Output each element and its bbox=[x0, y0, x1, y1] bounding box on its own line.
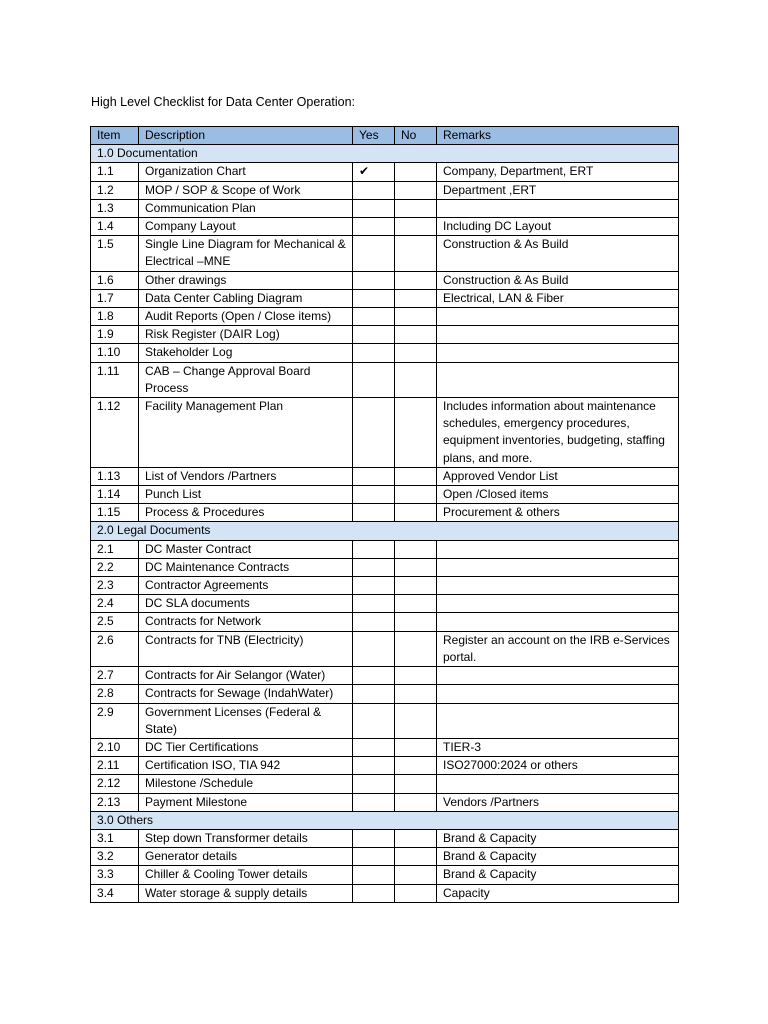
item-cell: 1.6 bbox=[91, 271, 139, 289]
table-row bbox=[91, 685, 679, 703]
item-cell: 1.7 bbox=[91, 289, 139, 307]
no-cell bbox=[395, 236, 437, 271]
item-cell: 2.5 bbox=[91, 613, 139, 631]
item-cell: 1.2 bbox=[91, 181, 139, 199]
yes-cell bbox=[353, 486, 395, 504]
description-cell: Contracts for TNB (Electricity) bbox=[139, 631, 353, 666]
description-cell: List of Vendors /Partners bbox=[139, 467, 353, 485]
no-cell bbox=[395, 398, 437, 468]
item-cell: 2.2 bbox=[91, 558, 139, 576]
table-row bbox=[91, 703, 679, 738]
yes-cell: ✔ bbox=[353, 163, 395, 181]
no-cell bbox=[395, 504, 437, 522]
item-cell: 3.1 bbox=[91, 829, 139, 847]
no-cell bbox=[395, 595, 437, 613]
remarks-cell bbox=[437, 667, 679, 685]
table-row bbox=[91, 595, 679, 613]
yes-cell bbox=[353, 631, 395, 666]
item-cell: 1.14 bbox=[91, 486, 139, 504]
section-row bbox=[91, 522, 679, 540]
table-row bbox=[91, 344, 679, 362]
remarks-cell bbox=[437, 685, 679, 703]
description-cell: Government Licenses (Federal & State) bbox=[139, 703, 353, 738]
table-row bbox=[91, 163, 679, 181]
table-row bbox=[91, 631, 679, 666]
description-cell: Process & Procedures bbox=[139, 504, 353, 522]
no-cell bbox=[395, 667, 437, 685]
item-cell: 1.12 bbox=[91, 398, 139, 468]
no-cell bbox=[395, 540, 437, 558]
document-title: High Level Checklist for Data Center Operation: bbox=[91, 95, 356, 109]
description-cell: MOP / SOP & Scope of Work bbox=[139, 181, 353, 199]
item-cell: 1.13 bbox=[91, 467, 139, 485]
item-cell: 3.4 bbox=[91, 884, 139, 902]
item-cell: 2.12 bbox=[91, 775, 139, 793]
yes-cell bbox=[353, 577, 395, 595]
no-cell bbox=[395, 613, 437, 631]
table-row bbox=[91, 362, 679, 397]
remarks-cell bbox=[437, 577, 679, 595]
description-cell: Chiller & Cooling Tower details bbox=[139, 866, 353, 884]
description-cell: Audit Reports (Open / Close items) bbox=[139, 308, 353, 326]
yes-cell bbox=[353, 181, 395, 199]
remarks-cell: Electrical, LAN & Fiber bbox=[437, 289, 679, 307]
no-cell bbox=[395, 775, 437, 793]
no-cell bbox=[395, 181, 437, 199]
yes-cell bbox=[353, 271, 395, 289]
description-cell: Facility Management Plan bbox=[139, 398, 353, 468]
remarks-cell bbox=[437, 362, 679, 397]
yes-cell bbox=[353, 829, 395, 847]
yes-cell bbox=[353, 613, 395, 631]
table-row bbox=[91, 467, 679, 485]
description-cell: Communication Plan bbox=[139, 199, 353, 217]
table-row bbox=[91, 577, 679, 595]
item-cell: 2.8 bbox=[91, 685, 139, 703]
table-row bbox=[91, 884, 679, 902]
item-cell: 3.2 bbox=[91, 848, 139, 866]
no-cell bbox=[395, 218, 437, 236]
description-cell: Generator details bbox=[139, 848, 353, 866]
table-row bbox=[91, 775, 679, 793]
no-cell bbox=[395, 631, 437, 666]
header-item: Item bbox=[91, 127, 139, 145]
item-cell: 1.9 bbox=[91, 326, 139, 344]
remarks-cell: Brand & Capacity bbox=[437, 866, 679, 884]
yes-cell bbox=[353, 884, 395, 902]
table-row bbox=[91, 199, 679, 217]
item-cell: 1.5 bbox=[91, 236, 139, 271]
description-cell: Step down Transformer details bbox=[139, 829, 353, 847]
no-cell bbox=[395, 289, 437, 307]
no-cell bbox=[395, 703, 437, 738]
table-row bbox=[91, 757, 679, 775]
remarks-cell: Open /Closed items bbox=[437, 486, 679, 504]
table-row bbox=[91, 829, 679, 847]
remarks-cell: TIER-3 bbox=[437, 738, 679, 756]
remarks-cell bbox=[437, 540, 679, 558]
description-cell: Contracts for Air Selangor (Water) bbox=[139, 667, 353, 685]
table-row bbox=[91, 486, 679, 504]
yes-cell bbox=[353, 738, 395, 756]
remarks-cell bbox=[437, 558, 679, 576]
header-yes: Yes bbox=[353, 127, 395, 145]
table-row bbox=[91, 398, 679, 468]
yes-cell bbox=[353, 308, 395, 326]
section-row bbox=[91, 145, 679, 163]
item-cell: 2.11 bbox=[91, 757, 139, 775]
description-cell: DC Master Contract bbox=[139, 540, 353, 558]
remarks-cell bbox=[437, 613, 679, 631]
description-cell: Punch List bbox=[139, 486, 353, 504]
remarks-cell: Procurement & others bbox=[437, 504, 679, 522]
yes-cell bbox=[353, 558, 395, 576]
yes-cell bbox=[353, 199, 395, 217]
item-cell: 2.3 bbox=[91, 577, 139, 595]
no-cell bbox=[395, 829, 437, 847]
no-cell bbox=[395, 848, 437, 866]
description-cell: Contracts for Network bbox=[139, 613, 353, 631]
yes-cell bbox=[353, 344, 395, 362]
table-row bbox=[91, 866, 679, 884]
yes-cell bbox=[353, 326, 395, 344]
description-cell: Contracts for Sewage (IndahWater) bbox=[139, 685, 353, 703]
yes-cell bbox=[353, 595, 395, 613]
checklist-table bbox=[90, 126, 679, 903]
description-cell: Stakeholder Log bbox=[139, 344, 353, 362]
no-cell bbox=[395, 199, 437, 217]
table-row bbox=[91, 738, 679, 756]
remarks-cell: Capacity bbox=[437, 884, 679, 902]
description-cell: Milestone /Schedule bbox=[139, 775, 353, 793]
table-header-row bbox=[91, 127, 679, 145]
table-row bbox=[91, 289, 679, 307]
table-row bbox=[91, 848, 679, 866]
remarks-cell bbox=[437, 326, 679, 344]
header-description: Description bbox=[139, 127, 353, 145]
yes-cell bbox=[353, 848, 395, 866]
item-cell: 1.11 bbox=[91, 362, 139, 397]
no-cell bbox=[395, 486, 437, 504]
yes-cell bbox=[353, 793, 395, 811]
item-cell: 1.15 bbox=[91, 504, 139, 522]
description-cell: CAB – Change Approval Board Process bbox=[139, 362, 353, 397]
header-remarks: Remarks bbox=[437, 127, 679, 145]
yes-cell bbox=[353, 667, 395, 685]
remarks-cell: ISO27000:2024 or others bbox=[437, 757, 679, 775]
description-cell: DC Tier Certifications bbox=[139, 738, 353, 756]
description-cell: Organization Chart bbox=[139, 163, 353, 181]
table-row bbox=[91, 613, 679, 631]
remarks-cell: Approved Vendor List bbox=[437, 467, 679, 485]
no-cell bbox=[395, 163, 437, 181]
remarks-cell: Including DC Layout bbox=[437, 218, 679, 236]
description-cell: Company Layout bbox=[139, 218, 353, 236]
table-row bbox=[91, 271, 679, 289]
remarks-cell: Register an account on the IRB e-Services portal. bbox=[437, 631, 679, 666]
item-cell: 1.4 bbox=[91, 218, 139, 236]
yes-cell bbox=[353, 218, 395, 236]
remarks-cell bbox=[437, 308, 679, 326]
yes-cell bbox=[353, 467, 395, 485]
yes-cell bbox=[353, 236, 395, 271]
yes-cell bbox=[353, 866, 395, 884]
no-cell bbox=[395, 326, 437, 344]
item-cell: 1.8 bbox=[91, 308, 139, 326]
no-cell bbox=[395, 271, 437, 289]
description-cell: Contractor Agreements bbox=[139, 577, 353, 595]
remarks-cell: Includes information about maintenance schedules, emergency procedures, equipment inventories, budgeting, staffing plans, and more. bbox=[437, 398, 679, 468]
remarks-cell: Company, Department, ERT bbox=[437, 163, 679, 181]
description-cell: Certification ISO, TIA 942 bbox=[139, 757, 353, 775]
item-cell: 3.3 bbox=[91, 866, 139, 884]
no-cell bbox=[395, 757, 437, 775]
no-cell bbox=[395, 467, 437, 485]
no-cell bbox=[395, 884, 437, 902]
no-cell bbox=[395, 738, 437, 756]
description-cell: Risk Register (DAIR Log) bbox=[139, 326, 353, 344]
yes-cell bbox=[353, 362, 395, 397]
no-cell bbox=[395, 344, 437, 362]
table-row bbox=[91, 667, 679, 685]
table-row bbox=[91, 558, 679, 576]
checklist-body bbox=[91, 145, 679, 903]
table-row bbox=[91, 326, 679, 344]
item-cell: 2.1 bbox=[91, 540, 139, 558]
table-row bbox=[91, 308, 679, 326]
yes-cell bbox=[353, 504, 395, 522]
description-cell: DC SLA documents bbox=[139, 595, 353, 613]
item-cell: 2.9 bbox=[91, 703, 139, 738]
description-cell: Water storage & supply details bbox=[139, 884, 353, 902]
remarks-cell bbox=[437, 344, 679, 362]
header-no: No bbox=[395, 127, 437, 145]
yes-cell bbox=[353, 540, 395, 558]
table-row bbox=[91, 236, 679, 271]
remarks-cell bbox=[437, 595, 679, 613]
description-cell: DC Maintenance Contracts bbox=[139, 558, 353, 576]
item-cell: 1.10 bbox=[91, 344, 139, 362]
yes-cell bbox=[353, 757, 395, 775]
yes-cell bbox=[353, 775, 395, 793]
section-title: 2.0 Legal Documents bbox=[91, 522, 679, 540]
item-cell: 2.6 bbox=[91, 631, 139, 666]
no-cell bbox=[395, 866, 437, 884]
yes-cell bbox=[353, 398, 395, 468]
section-title: 3.0 Others bbox=[91, 811, 679, 829]
remarks-cell bbox=[437, 703, 679, 738]
yes-cell bbox=[353, 703, 395, 738]
remarks-cell: Brand & Capacity bbox=[437, 848, 679, 866]
remarks-cell: Construction & As Build bbox=[437, 236, 679, 271]
table-row bbox=[91, 793, 679, 811]
item-cell: 2.7 bbox=[91, 667, 139, 685]
item-cell: 1.1 bbox=[91, 163, 139, 181]
no-cell bbox=[395, 558, 437, 576]
description-cell: Other drawings bbox=[139, 271, 353, 289]
no-cell bbox=[395, 793, 437, 811]
description-cell: Data Center Cabling Diagram bbox=[139, 289, 353, 307]
section-title: 1.0 Documentation bbox=[91, 145, 679, 163]
remarks-cell: Department ,ERT bbox=[437, 181, 679, 199]
remarks-cell: Construction & As Build bbox=[437, 271, 679, 289]
description-cell: Payment Milestone bbox=[139, 793, 353, 811]
remarks-cell: Vendors /Partners bbox=[437, 793, 679, 811]
yes-cell bbox=[353, 685, 395, 703]
no-cell bbox=[395, 685, 437, 703]
item-cell: 2.4 bbox=[91, 595, 139, 613]
remarks-cell bbox=[437, 775, 679, 793]
table-row bbox=[91, 540, 679, 558]
no-cell bbox=[395, 577, 437, 595]
item-cell: 1.3 bbox=[91, 199, 139, 217]
section-row bbox=[91, 811, 679, 829]
no-cell bbox=[395, 308, 437, 326]
table-row bbox=[91, 504, 679, 522]
remarks-cell bbox=[437, 199, 679, 217]
remarks-cell: Brand & Capacity bbox=[437, 829, 679, 847]
item-cell: 2.10 bbox=[91, 738, 139, 756]
yes-cell bbox=[353, 289, 395, 307]
table-row bbox=[91, 181, 679, 199]
no-cell bbox=[395, 362, 437, 397]
item-cell: 2.13 bbox=[91, 793, 139, 811]
description-cell: Single Line Diagram for Mechanical & Electrical –MNE bbox=[139, 236, 353, 271]
table-row bbox=[91, 218, 679, 236]
